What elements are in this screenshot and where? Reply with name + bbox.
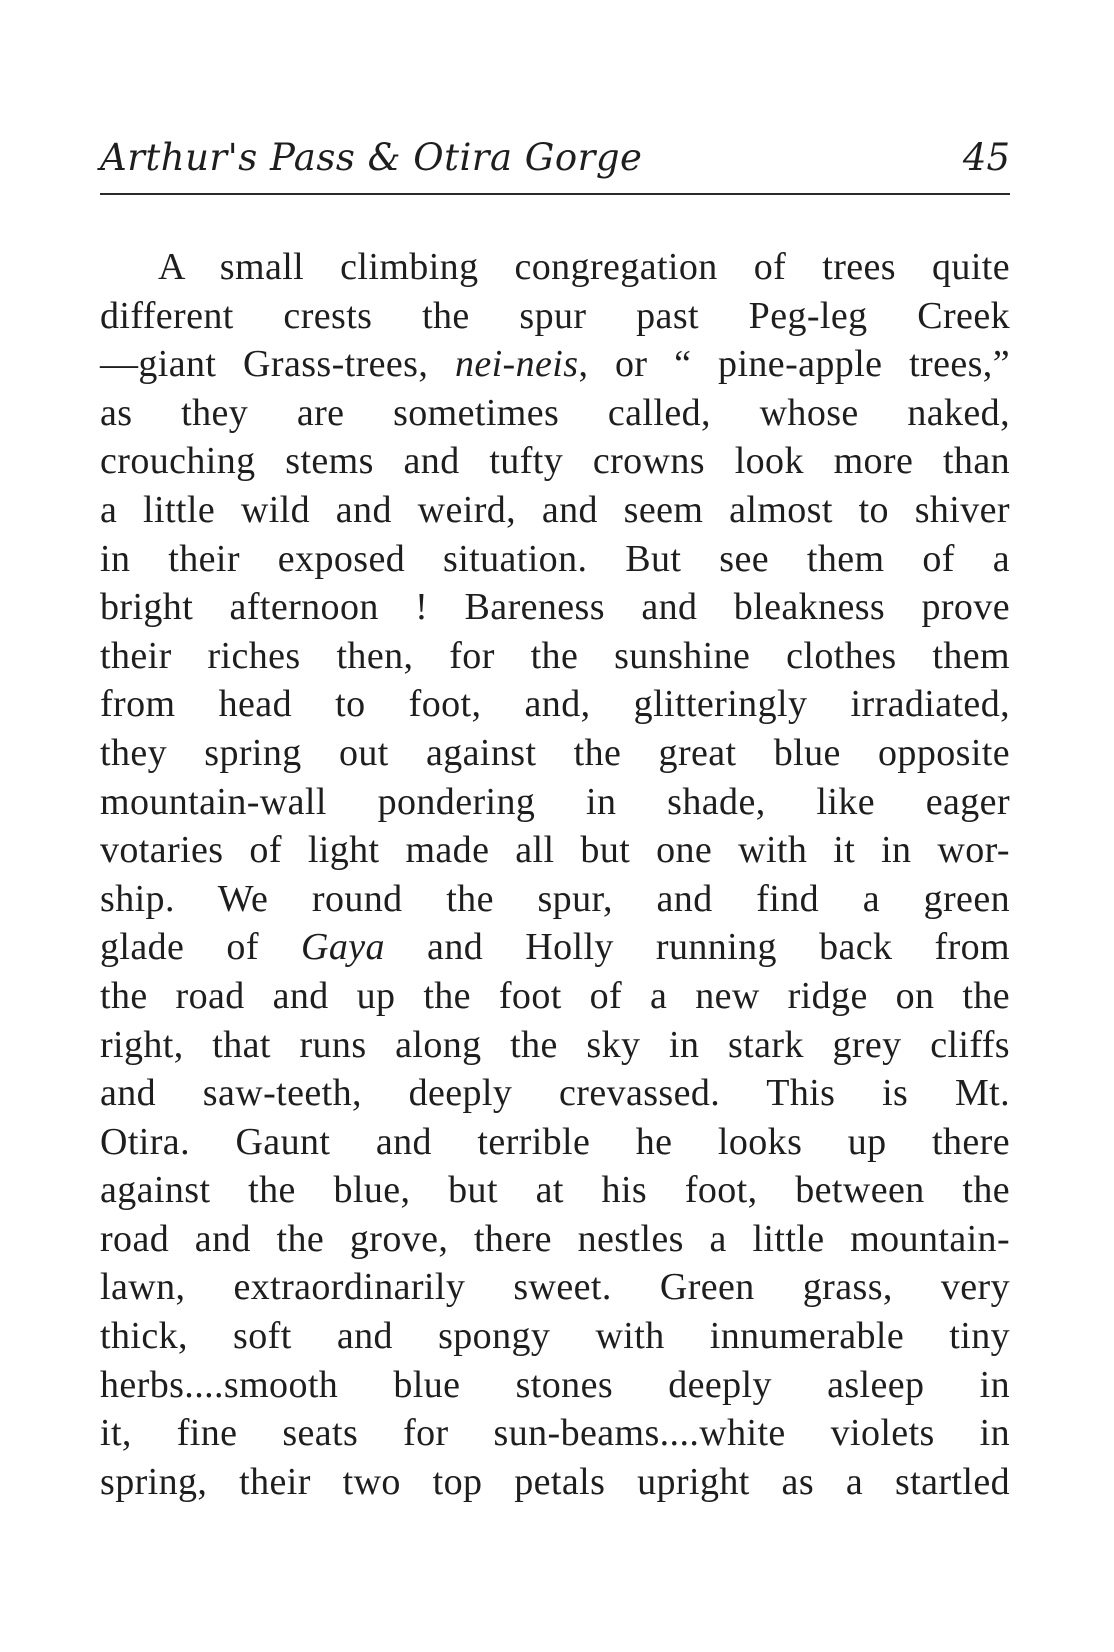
text-line: a little wild and weird, and seem almost to shiver: [100, 488, 1010, 531]
italic-term: Gaya: [301, 926, 385, 969]
text-line: crouching stems and tufty crowns look more than: [100, 440, 1010, 483]
text-line: right, that runs along the sky in stark grey cliffs: [100, 1023, 1010, 1066]
text-line: herbs....smooth blue stones deeply asleep in: [100, 1363, 1010, 1406]
header-rule: [100, 193, 1010, 195]
text-line: against the blue, but at his foot, between the: [100, 1169, 1010, 1212]
text-line: votaries of light made all but one with it in wor-: [100, 829, 1010, 872]
text-line: ship. We round the spur, and find a green: [100, 877, 1010, 920]
text-line: and saw-teeth, deeply crevassed. This is Mt.: [100, 1072, 1010, 1115]
text-line: thick, soft and spongy with innumerable tiny: [100, 1315, 1010, 1358]
text-line: bright afternoon ! Bareness and bleakness prove: [100, 586, 1010, 629]
text-line: from head to foot, and, glitteringly irradiated,: [100, 683, 1010, 726]
text-line: they spring out against the great blue opposite: [100, 731, 1010, 774]
body-paragraph: [100, 243, 1010, 1506]
page-number: 45: [962, 136, 1010, 179]
text-line: it, fine seats for sun-beams....white violets in: [100, 1412, 1010, 1455]
text-line: lawn, extraordinarily sweet. Green grass, very: [100, 1266, 1010, 1309]
text-line: different crests the spur past Peg-leg Creek: [100, 294, 1010, 337]
italic-term: nei-neis: [454, 343, 579, 386]
text-line: glade of Gaya and Holly running back from: [100, 926, 1010, 969]
text-line: their riches then, for the sunshine clothes them: [100, 634, 1010, 677]
text-line: mountain-wall pondering in shade, like eager: [100, 780, 1010, 823]
text-line: —giant Grass-trees, nei-neis, or “ pine-apple trees,”: [100, 343, 1010, 386]
text-line: road and the grove, there nestles a little mountain-: [100, 1217, 1010, 1260]
text-line: as they are sometimes called, whose naked,: [100, 391, 1010, 434]
text-line: spring, their two top petals upright as a startled: [100, 1460, 1010, 1503]
text-line: A small climbing congregation of trees quite: [158, 246, 1010, 288]
text-line: Otira. Gaunt and terrible he looks up there: [100, 1120, 1010, 1163]
running-head: [100, 128, 1010, 188]
text-line: the road and up the foot of a new ridge on the: [100, 974, 1010, 1017]
chapter-title: Arthur's Pass & Otira Gorge: [100, 136, 643, 179]
text-line: in their exposed situation. But see them of a: [100, 537, 1010, 580]
